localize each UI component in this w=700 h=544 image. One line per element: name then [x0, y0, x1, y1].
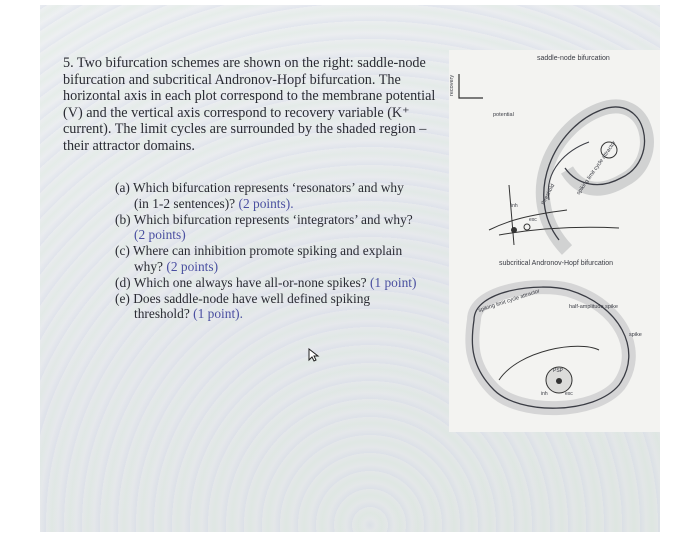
part-c-cont: why?: [134, 258, 164, 274]
axes-icon: [459, 74, 483, 98]
potential-label: potential: [493, 112, 514, 118]
part-a-points: (2 points).: [238, 195, 294, 211]
photo-background: [40, 5, 660, 532]
saddle-point: [524, 224, 530, 230]
part-d-label: (d): [115, 274, 131, 290]
threshold-label: threshold: [540, 183, 557, 206]
part-c-label: (c): [115, 243, 130, 259]
part-a-text: Which bifurcation represents ‘resonators’ and why: [132, 180, 404, 195]
separatrix-line: [509, 185, 514, 245]
inh2-label: inh: [541, 391, 548, 397]
bottom-title: subcritical Andronov-Hopf bifurcation: [499, 260, 614, 267]
part-c-points: (2 points): [166, 258, 219, 274]
part-d: [115, 275, 455, 291]
part-d-text: Which one always have all-or-none spikes?: [133, 274, 367, 290]
part-e-cont: threshold?: [134, 306, 190, 322]
part-b-points: (2 points): [134, 227, 186, 243]
question-intro: [63, 55, 453, 155]
part-b: [115, 212, 455, 244]
part-a-cont: (in 1-2 sentences)?: [134, 195, 236, 211]
limit-cycle-label: spiking limit cycle attractor: [575, 140, 618, 197]
part-e-text: Does saddle-node have well defined spiking: [133, 290, 371, 306]
inh-label: inh: [511, 203, 518, 209]
exc-label: exc: [529, 217, 537, 223]
part-c: [115, 243, 455, 275]
part-a-label: (a): [115, 180, 130, 195]
part-e-points: (1 point).: [193, 306, 243, 322]
half-amplitude-label: half-amplitude spike: [569, 304, 618, 310]
question-intro-text: 5. Two bifurcation schemes are shown on the right: saddle-node bifurcation and subcritical Andronov-Hopf bifurcation. The horizontal axis in each plot correspond to the membrane potential (V) and the vertical axis correspond to recovery variable (K⁺ current). The limit cycles are surrounded by the shaded region – their attractor domains.: [63, 55, 436, 154]
rest-point: [511, 227, 517, 233]
question-parts: [115, 180, 455, 322]
bifurcation-svg: [449, 50, 660, 432]
part-b-text: Which bifurcation represents ‘integrators’ and why?: [133, 211, 413, 227]
mouse-cursor-icon: [308, 348, 320, 362]
part-c-text: Where can inhibition promote spiking and explain: [132, 243, 403, 259]
part-b-label: (b): [115, 211, 131, 227]
equilibrium-point: [556, 378, 562, 384]
exc2-label: exc: [565, 391, 573, 397]
part-a: [115, 180, 455, 212]
part-d-points: (1 point): [369, 274, 417, 290]
part-e-label: (e): [115, 290, 130, 306]
part-e: [115, 291, 455, 323]
psp-label: PSP: [553, 368, 564, 374]
top-title: saddle-node bifurcation: [537, 55, 610, 62]
spike-label: spike: [629, 332, 642, 338]
bifurcation-figure: [449, 50, 660, 432]
bottom-cycle-label: spiking limit cycle attractor: [477, 288, 541, 314]
recovery-label: recovery: [449, 74, 455, 96]
